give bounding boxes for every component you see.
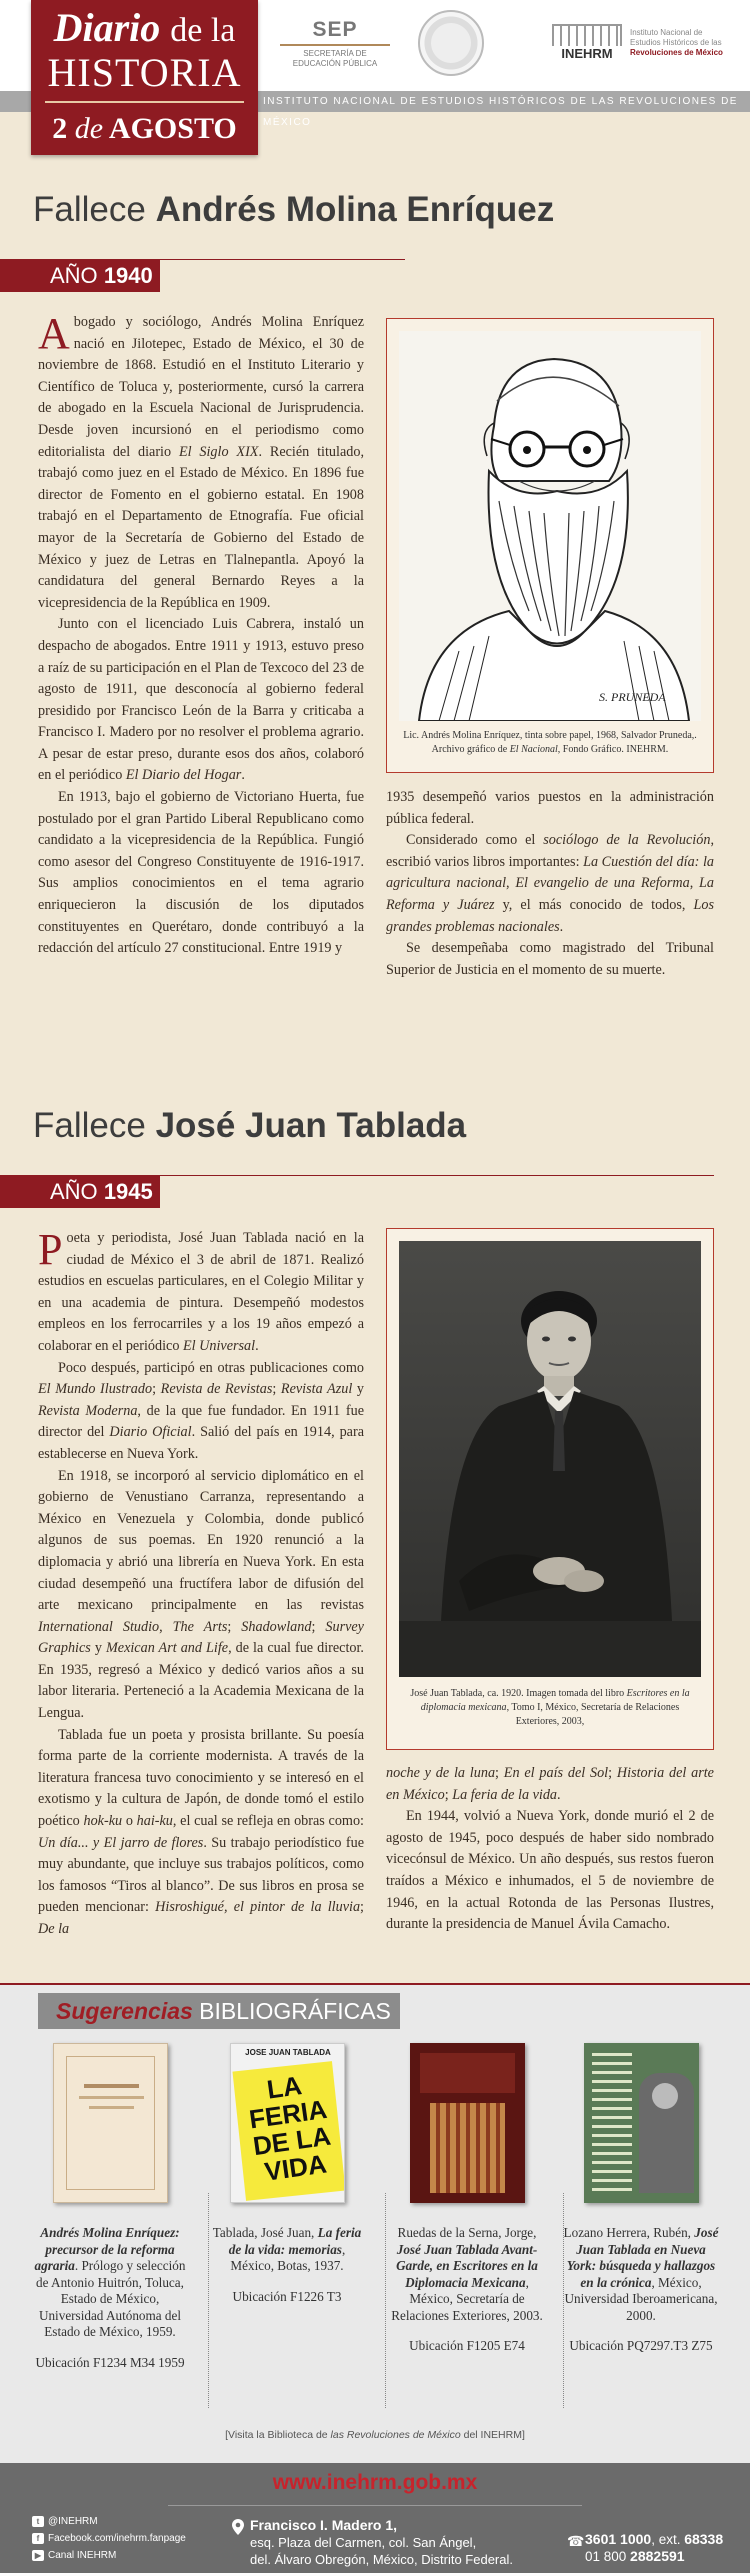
website-link[interactable]: www.inehrm.gob.mx: [272, 2471, 478, 2494]
article2-paragraph-4: Tablada fue un poeta y prosista brillante. Su poesía forma parte de la corriente modernista. A través de la literatura francesa tuvo conocimiento y se interesó en el exotismo y la cultura de Japón, de donde tomó el estilo poético hok-ku o hai-ku, el cual se refleja en obras como: Un día... y El jarro de flores. Su trabajo periodístico fue muy abundante, que incluye sus trabajos políticos, como los famosos “Tiros al blanco”. De sus libros en prosa se pueden mencionar: Hisroshigué, el pintor de la lluvia; De la: [38, 1726, 364, 1937]
logo-date: [31, 103, 258, 151]
article2-rule: [0, 1175, 714, 1176]
twitter-icon: t: [32, 2516, 44, 2527]
facebook-link[interactable]: f Facebook.com/inehrm.fanpage: [32, 2530, 186, 2547]
article2-year-tag: [0, 1175, 160, 1208]
article2-paragraph-3: En 1918, se incorporó al servicio diplomático en el gobierno de Venustiano Carranza, representando a México en Venezuela y Colombia, donde publicó algunos de sus poemas. En 1920 renunció a la diplomacia y abrió una librería en Nueva York. En esta ciudad desempeñó una fructífera labor de difusión del arte mexicano principalmente en las revistas International Studio, The Arts; Shadowland; Survey Graphics y Mexican Art and Life, de la cual fue director. En 1935, regresó a México y dedicó varios años a su labor literaria. Perteneció a la Academia Mexicana de la Lengua.: [38, 1467, 364, 1722]
article2-paragraph-6: En 1944, volvió a Nueva York, donde murió el 2 de agosto de 1945, poco después de haber sido nombrado vicecónsul de México. Un año después, sus restos fueron traídos a México e inhumados, el 5 de noviembre de 1946, en la actual Rotonda de las Personas Ilustres, durante la presidencia de Manuel Ávila Camacho.: [386, 1808, 714, 1933]
inehrm-text-b: Revoluciones de México: [630, 48, 723, 57]
molina-signature: S. PRUNEDA: [599, 690, 666, 704]
article2-title: [33, 1106, 466, 1146]
book-1-reference: Andrés Molina Enríquez: precursor de la reforma agraria. Prólogo y selección de Antonio Huitrón, Toluca, Estado de México, Universidad Autónoma del Estado de México, 1959.: [34, 2225, 186, 2339]
book-2[interactable]: [202, 2043, 372, 2305]
logo-diario: Diario: [53, 5, 161, 50]
inehrm-text-a: Instituto Nacional de Estudios Históricos de las: [630, 28, 722, 47]
article1-paragraph-6: Se desempeñaba como magistrado del Tribunal Superior de Justicia en el momento de su muerte.: [386, 940, 714, 978]
article1-photo-frame: [386, 318, 714, 773]
book-1-cover[interactable]: [53, 2043, 168, 2203]
footer-rule: [168, 2505, 582, 2506]
phone-icon: ☎: [567, 2533, 585, 2549]
article1-year-label: AÑO: [50, 263, 98, 288]
book-3-reference: Ruedas de la Serna, Jorge, José Juan Tablada Avant-Garde, en Escritores en la Diplomacia Mexicana, México, Secretaría de Relaciones Exteriores, 2003.: [391, 2225, 543, 2323]
article2-caption: José Juan Tablada, ca. 1920. Imagen tomada del libro Escritores en la diplomacia mexicana, Tomo I, México, Secretaría de Relaciones Exteriores, 2003,: [410, 1688, 690, 1727]
article2-col-right: [386, 1763, 714, 1936]
book-3-location: Ubicación F1205 E74: [409, 2338, 525, 2353]
article1-col-left: [38, 309, 364, 960]
article1-paragraph-5: Considerado como el sociólogo de la Revolución, escribió varios libros importantes: La Cuestión del día: la agricultura nacional, El evangelio de una Reforma, La Reforma y Juárez y, el más conocido de todos, Los grandes problemas nacionales.: [386, 832, 715, 935]
book-2-reference: Tablada, José Juan, La feria de la vida: memorias, México, Botas, 1937.: [212, 2225, 362, 2273]
book-2-cover-title: LA FERIA DE LA VIDA: [246, 2070, 333, 2187]
logo-date-month: AGOSTO: [108, 112, 237, 145]
book-4[interactable]: [556, 2043, 726, 2355]
book-2-cover-author: JOSE JUAN TABLADA: [245, 2048, 331, 2057]
book-4-cover[interactable]: [584, 2043, 699, 2203]
logo-historia: HISTORIA: [45, 53, 244, 103]
article1-paragraph-2: Junto con el licenciado Luis Cabrera, instaló un despacho de abogados. Entre 1911 y 1913, estuvo preso a raíz de su participación en el Plan de Texcoco del 23 de agosto de 1911, que desconocía al gobierno federal presidido por Francisco León de la Barra y criticaba a Francisco I. Madero por no resolver el problema agrario. A pesar de estar preso, durante esos dos años, colaboró en el periódico El Diario del Hogar.: [38, 616, 364, 784]
logo-de-la: de la: [170, 12, 236, 49]
sep-title: SEP: [312, 18, 358, 41]
article2-paragraph-2: Poco después, participó en otras publicaciones como El Mundo Ilustrado; Revista de Revistas; Revista Azul y Revista Moderna, de la que fue fundador. En 1911 fue director del Diario Oficial. Salió del país en 1914, para establecerse en Nueva York.: [38, 1359, 364, 1462]
article2-year: 1945: [103, 1179, 153, 1204]
sep-subtitle: SECRETARÍA DE EDUCACIÓN PÚBLICA: [280, 44, 390, 69]
article1-year: 1940: [103, 263, 153, 288]
molina-portrait-drawing: [399, 331, 701, 721]
book-4-location: Ubicación PQ7297.T3 Z75: [569, 2338, 713, 2353]
logo-date-de: de: [74, 112, 104, 145]
article2-col-left: [38, 1225, 364, 1941]
book-1-location: Ubicación F1234 M34 1959: [35, 2354, 185, 2370]
tablada-photo-drawing: [399, 1241, 701, 1677]
location-pin-icon: [232, 2519, 244, 2535]
article1-col-right: [386, 787, 714, 981]
article2-photo-frame: [386, 1228, 714, 1750]
inehrm-building-icon: [552, 22, 622, 62]
youtube-link[interactable]: ▶ Canal INEHRM: [32, 2547, 186, 2564]
article1-title: [33, 190, 554, 230]
twitter-link[interactable]: t @INEHRM: [32, 2513, 186, 2530]
drop-cap: A: [38, 309, 70, 358]
suggestions-top-rule: [0, 1983, 750, 1985]
inehrm-logo[interactable]: [552, 22, 732, 62]
youtube-icon: ▶: [32, 2550, 44, 2561]
article1-rule: [0, 259, 405, 260]
diario-logo[interactable]: [31, 0, 258, 155]
inehrm-label: INEHRM: [561, 46, 613, 61]
drop-cap: P: [38, 1225, 63, 1274]
address: Francisco I. Madero 1, esq. Plaza del Carmen, col. San Ángel, del. Álvaro Obregón, México, Distrito Federal.: [250, 2517, 513, 2568]
header-bar: INSTITUTO NACIONAL DE ESTUDIOS HISTÓRICOS DE LAS REVOLUCIONES DE MÉXICO: [0, 91, 750, 112]
article2-paragraph-1: Poeta y periodista, José Juan Tablada nació en la ciudad de México el 3 de abril de 1871. Realizó estudios en escuelas particulares, en el Colegio Militar y en una academia de pintura. Desempeñó modestos empleos en los ferrocarriles y a los 19 años empezó a colaborar en el periódico El Universal.: [38, 1225, 364, 1354]
logo-title: [31, 0, 258, 53]
suggestions-heading: Sugerencias BIBLIOGRÁFICAS: [38, 1993, 400, 2029]
article2-title-name: José Juan Tablada: [155, 1106, 467, 1145]
article1-title-name: Andrés Molina Enríquez: [155, 190, 555, 229]
book-2-cover[interactable]: [230, 2043, 345, 2203]
article1-caption: Lic. Andrés Molina Enríquez, tinta sobre papel, 1968, Salvador Pruneda,. Archivo gráfico de El Nacional, Fondo Gráfico. INEHRM.: [403, 730, 697, 755]
footer: [0, 2463, 750, 2573]
phone-numbers[interactable]: ☎ 3601 1000, ext. 68338 01 800 2882591: [567, 2531, 724, 2564]
article1-paragraph-1: Abogado y sociólogo, Andrés Molina Enríquez nació en Jilotepec, Estado de México, el 30 de noviembre de 1868. Estudió en el Instituto Literario y Científico de Toluca y, posteriormente, cursó la carrera de abogado en la Escuela Nacional de Jurisprudencia. Desde joven incursionó en el periodismo como editorialista del diario El Siglo XIX. Recién titulado, trabajó como juez en el Estado de México. En 1896 fue director de Fomento en el gobierno estatal. En 1908 trabajó en el Departamento de Etnografía. Fue oficial mayor de la Secretaría de Gobierno del Estado de México y juez de Letras en Tlalnepantla. Apoyó la candidatura del general Bernardo Reyes a la vicepresidencia de la República en 1909.: [38, 309, 364, 611]
article2-paragraph-5: noche y de la luna; En el país del Sol; Historia del arte en México; La feria de la vida.: [386, 1765, 714, 1803]
article1-paragraph-4: 1935 desempeñó varios puestos en la administración pública federal.: [386, 789, 714, 827]
logo-date-num: 2: [52, 112, 68, 145]
article1-year-tag: [0, 259, 160, 292]
article2-year-label: AÑO: [50, 1179, 98, 1204]
library-visit-note[interactable]: [Visita la Biblioteca de las Revoluciones de México del INEHRM]: [225, 2429, 525, 2441]
molina-portrait-image[interactable]: [399, 331, 701, 721]
article2-title-prefix: Fallece: [33, 1106, 156, 1145]
book-1[interactable]: [25, 2043, 195, 2371]
national-seal-icon: [418, 10, 484, 76]
sep-logo[interactable]: [280, 18, 390, 69]
tablada-photo-image[interactable]: [399, 1241, 701, 1677]
inehrm-text: [626, 22, 730, 58]
article1-paragraph-3: En 1913, bajo el gobierno de Victoriano Huerta, fue postulado por el gran Partido Liberal Republicano como candidato a la vicepresidencia de la República. Fungió como asesor del Congreso Constituyente de 1916-1917. Sus amplios conocimientos en el tema agrario enriquecieron la discusión de los diputados constituyentes en Querétaro, donde contribuyó a la redacción del artículo 27 constitucional. Entre 1919 y: [38, 789, 364, 957]
facebook-icon: f: [32, 2533, 44, 2544]
book-3-cover[interactable]: [410, 2043, 525, 2203]
book-2-location: Ubicación F1226 T3: [232, 2288, 342, 2304]
book-3[interactable]: [382, 2043, 552, 2355]
article1-title-prefix: Fallece: [33, 190, 156, 229]
book-4-reference: Lozano Herrera, Rubén, José Juan Tablada en Nueva York: búsqueda y hallazgos en la crónica, México, Universidad Iberoamericana, 2000.: [563, 2225, 719, 2323]
social-links: [32, 2513, 186, 2564]
suggestions-section: [0, 1983, 750, 2463]
